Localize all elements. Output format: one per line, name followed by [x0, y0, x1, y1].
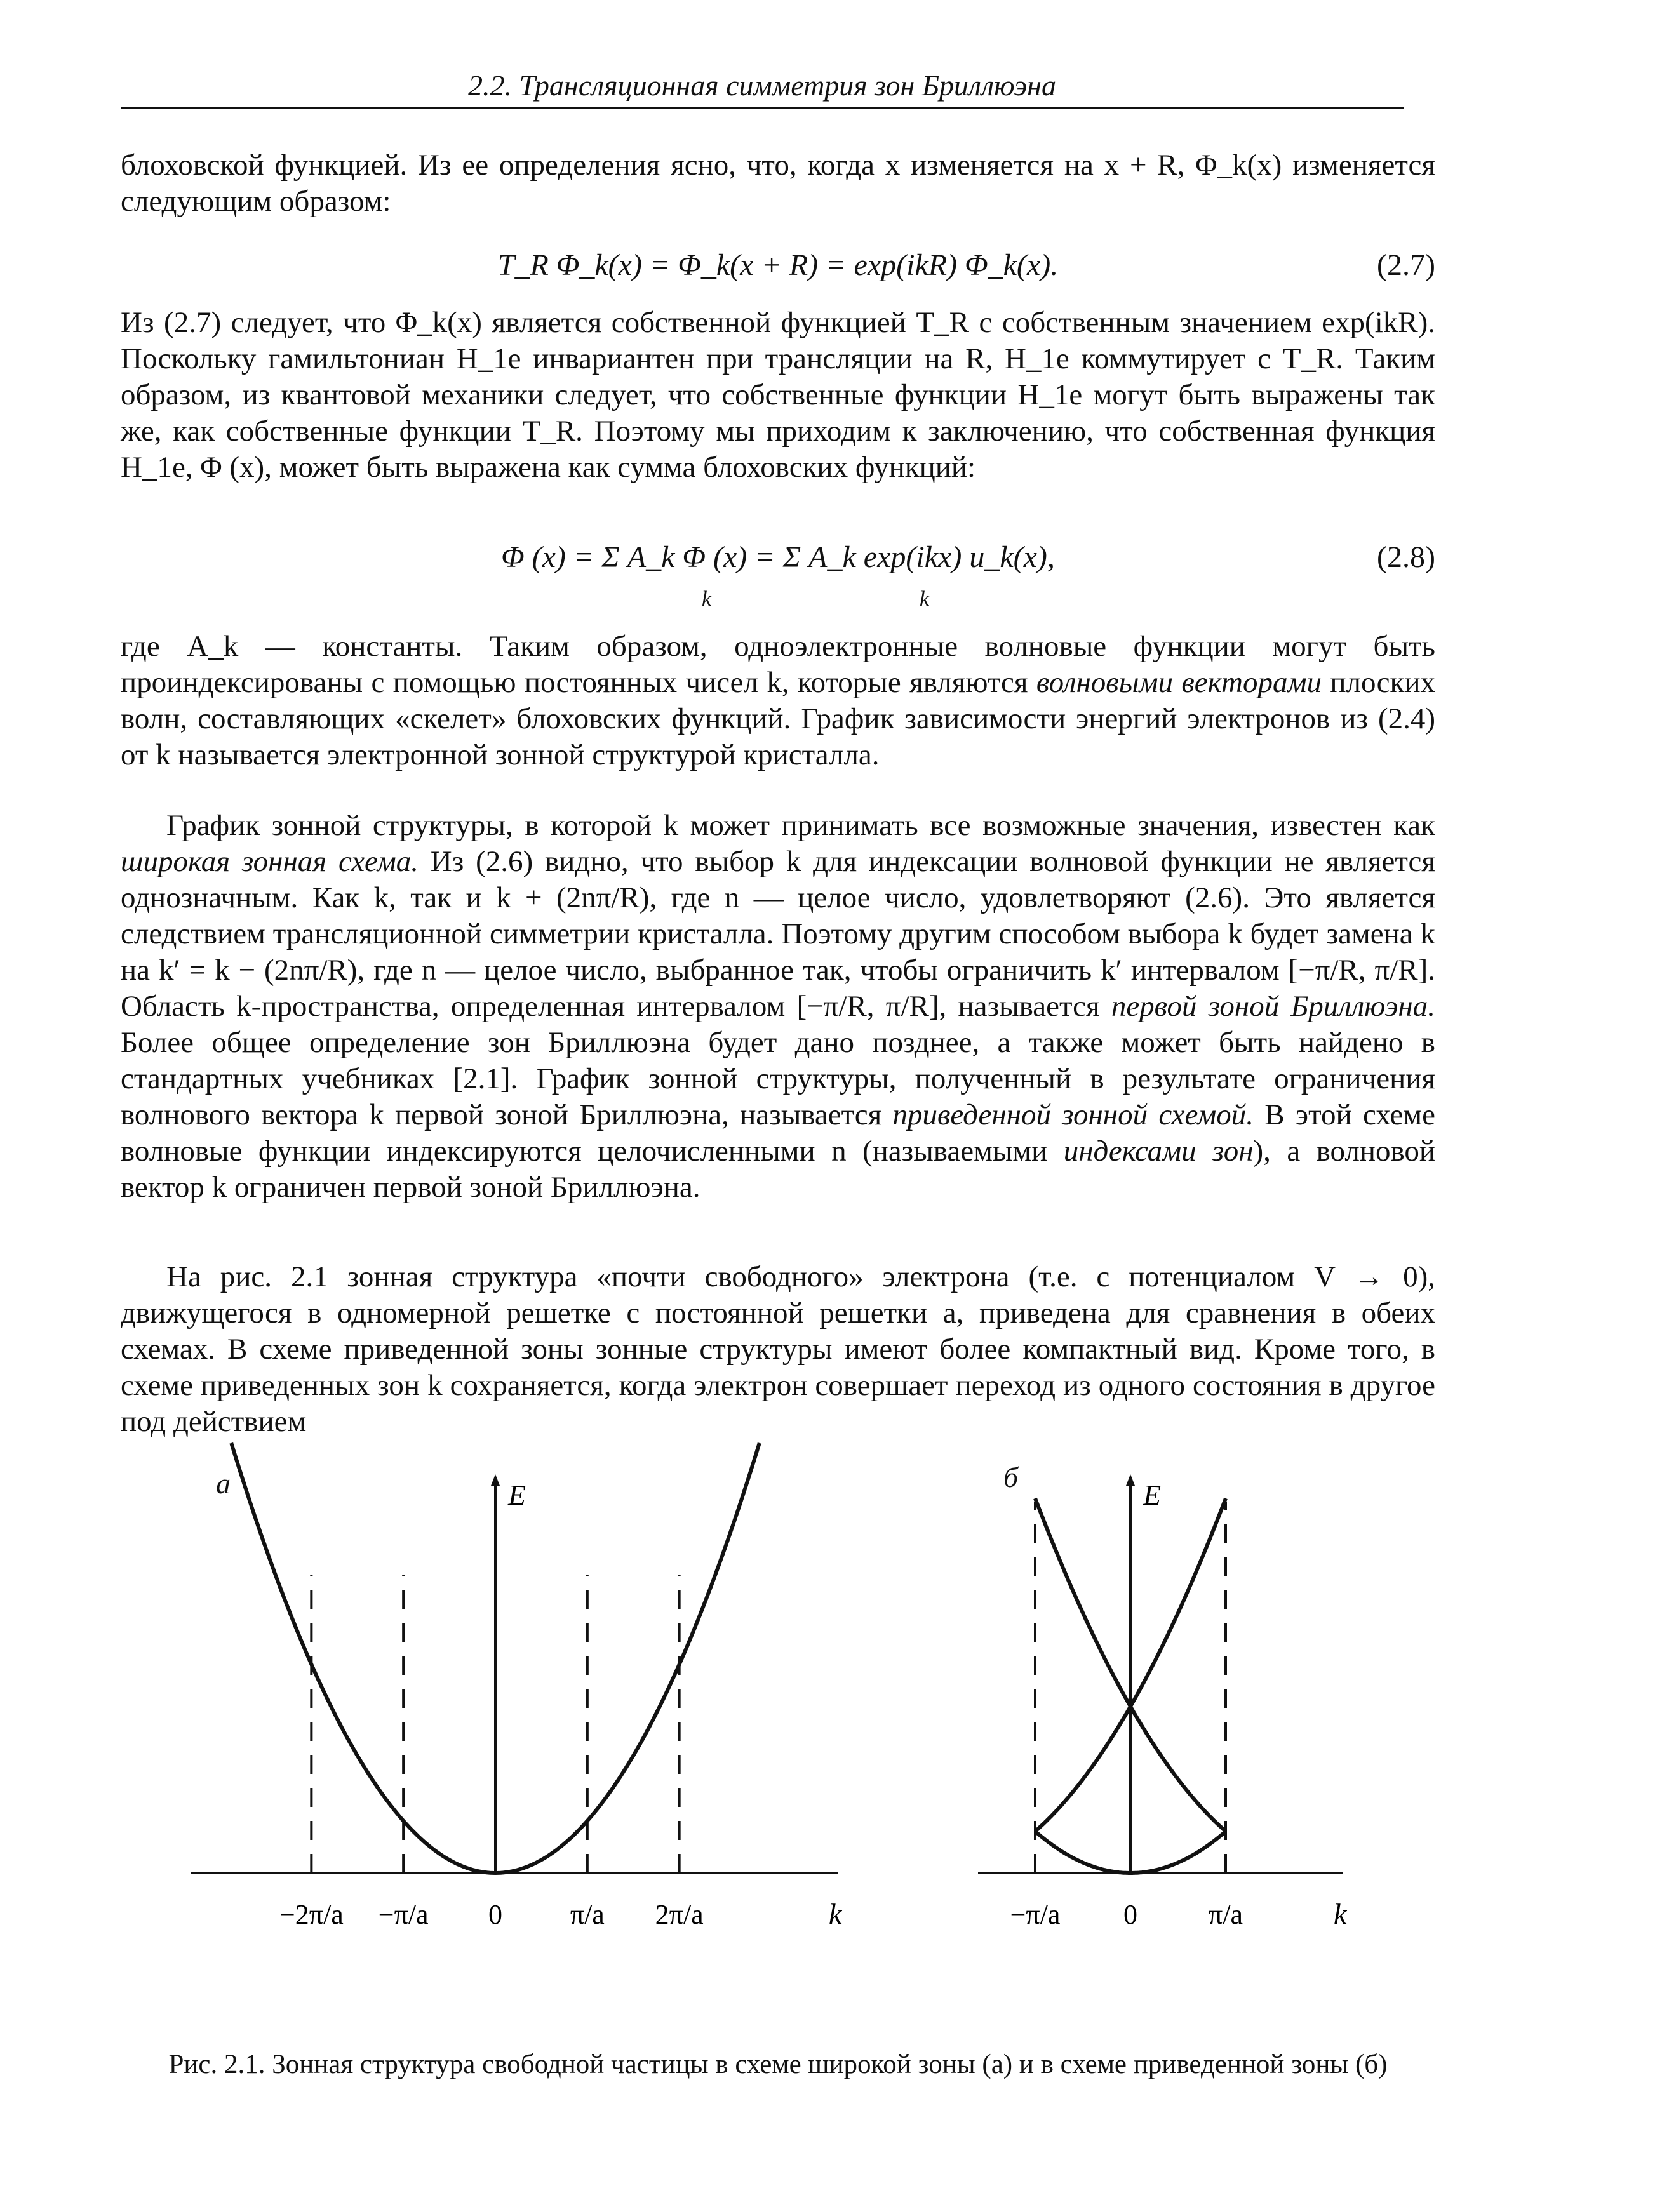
- running-head: 2.2. Трансляционная симметрия зон Бриллюэна: [467, 69, 1057, 102]
- paragraph-3: [121, 629, 1435, 773]
- p4-text-e: ), а волновой вектор k ограничен первой зоной Бриллюэна.: [121, 1135, 1435, 1204]
- equation-2-7-body: T_R Φ_k(x) = Φ_k(x + R) = exp(ikR) Φ_k(x).: [497, 248, 1059, 282]
- x-tick-label: 0: [1123, 1899, 1137, 1930]
- x-tick-label: π/a: [1209, 1899, 1243, 1930]
- paragraph-5: На рис. 2.1 зонная структура «почти свободного» электрона (т.е. с потенциалом V → 0), движущегося в одномерной решетке с постоянной решетки a, приведена для сравнения в обеих схемах. В схеме приведенной зоны зонные структуры имеют более компактный вид. Кроме того, в схеме приведенных зон k сохраняется, когда электрон совершает переход из одного состояния в другое под действием: [121, 1260, 1435, 1438]
- x-tick-label: −2π/a: [279, 1899, 344, 1930]
- p4-emphasis-2: первой зоной Бриллюэна.: [1111, 990, 1435, 1023]
- x-axis-label: k: [829, 1898, 842, 1930]
- panel-a-label: а: [216, 1467, 231, 1500]
- y-axis-label: E: [508, 1479, 526, 1511]
- p4-emphasis-1: широкая зонная схема.: [121, 845, 419, 878]
- x-tick-label: −π/a: [1010, 1899, 1061, 1930]
- paragraph-4: [121, 808, 1435, 1206]
- equation-2-8-sum-index-2: k: [920, 587, 930, 611]
- equation-2-7-number: (2.7): [1377, 248, 1435, 282]
- p4-text-d: В этой схеме волновые функции индексируются целочисленными n (называемыми: [121, 1098, 1435, 1168]
- panel-b-label: б: [1003, 1461, 1019, 1493]
- equation-2-8: [121, 540, 1435, 610]
- equation-2-7: [121, 248, 1435, 286]
- figure-caption: Рис. 2.1. Зонная структура свободной частицы в схеме широкой зоны (а) и в схеме приведенной зоны (б): [168, 2049, 1388, 2079]
- p4-emphasis-3: приведенной зонной схемой.: [892, 1098, 1254, 1131]
- chart-panel-b: [978, 1479, 1348, 1930]
- x-tick-label: 0: [488, 1899, 502, 1930]
- p3-emphasis: волновыми векторами: [1036, 666, 1322, 699]
- header-rule: [121, 107, 1404, 109]
- band-curve-n-1: [1035, 1498, 1226, 1831]
- p4-text-b: Из (2.6) видно, что выбор k для индексации волновой функции не является однозначным. Как k, так и k + (2nπ/R), где n — целое число, удовлетворяют (2.6). Это является следствием трансляционной симметрии кристалла. Поэтому другим способом выбора k будет замена k на k′ = k − (2nπ/R), где n — целое число, выбранное так, чтобы ограничить k′ интервалом [−π/R, π/R]. Область k-пространства, определенная интервалом [−π/R, π/R], называется: [121, 845, 1435, 1023]
- band-curve-E-k-k-: [231, 1443, 760, 1873]
- paragraph-1: блоховской функцией. Из ее определения ясно, что, когда x изменяется на x + R, Φ_k(x) изменяется следующим образом:: [121, 149, 1435, 218]
- equation-2-8-sum-index-1: k: [702, 587, 712, 611]
- x-tick-label: −π/a: [378, 1899, 429, 1930]
- x-tick-label: 2π/a: [655, 1899, 704, 1930]
- equation-2-8-number: (2.8): [1377, 540, 1435, 574]
- chart-panel-a: [191, 1443, 843, 1930]
- p3-text-a: где A_k — константы. Таким образом, одноэлектронные волновые функции могут быть проиндексированы с помощью постоянных чисел k, которые являются: [121, 630, 1435, 699]
- x-tick-label: π/a: [570, 1899, 605, 1930]
- x-axis-label: k: [1334, 1898, 1347, 1930]
- p4-text-c: Более общее определение зон Бриллюэна будет дано позднее, а также может быть найдено в стандартных учебниках [2.1]. График зонной структуры, полученный в результате ограничения волнового вектора k первой зоной Бриллюэна, называется: [121, 1026, 1435, 1131]
- paragraph-2: Из (2.7) следует, что Φ_k(x) является собственной функцией T_R с собственным значением exp(ikR). Поскольку гамильтониан H_1e инвариантен при трансляции на R, H_1e коммутирует с T_R. Таким образом, из квантовой механики следует, что собственные функции H_1e могут быть выражены так же, как собственные функции T_R. Поэтому мы приходим к заключению, что собственная функция H_1e, Φ (x), может быть выражена как сумма блоховских функций:: [121, 306, 1435, 484]
- p3-text-b: плоских волн, составляющих «скелет» блоховских функций. График зависимости энергий электронов из (2.4) от k называется электронной зонной структурой кристалла.: [121, 666, 1435, 771]
- equation-2-8-body: Φ (x) = Σ A_k Φ (x) = Σ A_k exp(ikx) u_k(x),: [501, 540, 1055, 574]
- p4-emphasis-4: индексами зон: [1063, 1135, 1254, 1168]
- band-curve-n-1: [1035, 1498, 1226, 1831]
- band-curve-n-0: [1035, 1831, 1226, 1873]
- y-axis-label: E: [1143, 1479, 1162, 1511]
- p4-text-a: График зонной структуры, в которой k может принимать все возможные значения, известен как: [166, 809, 1435, 842]
